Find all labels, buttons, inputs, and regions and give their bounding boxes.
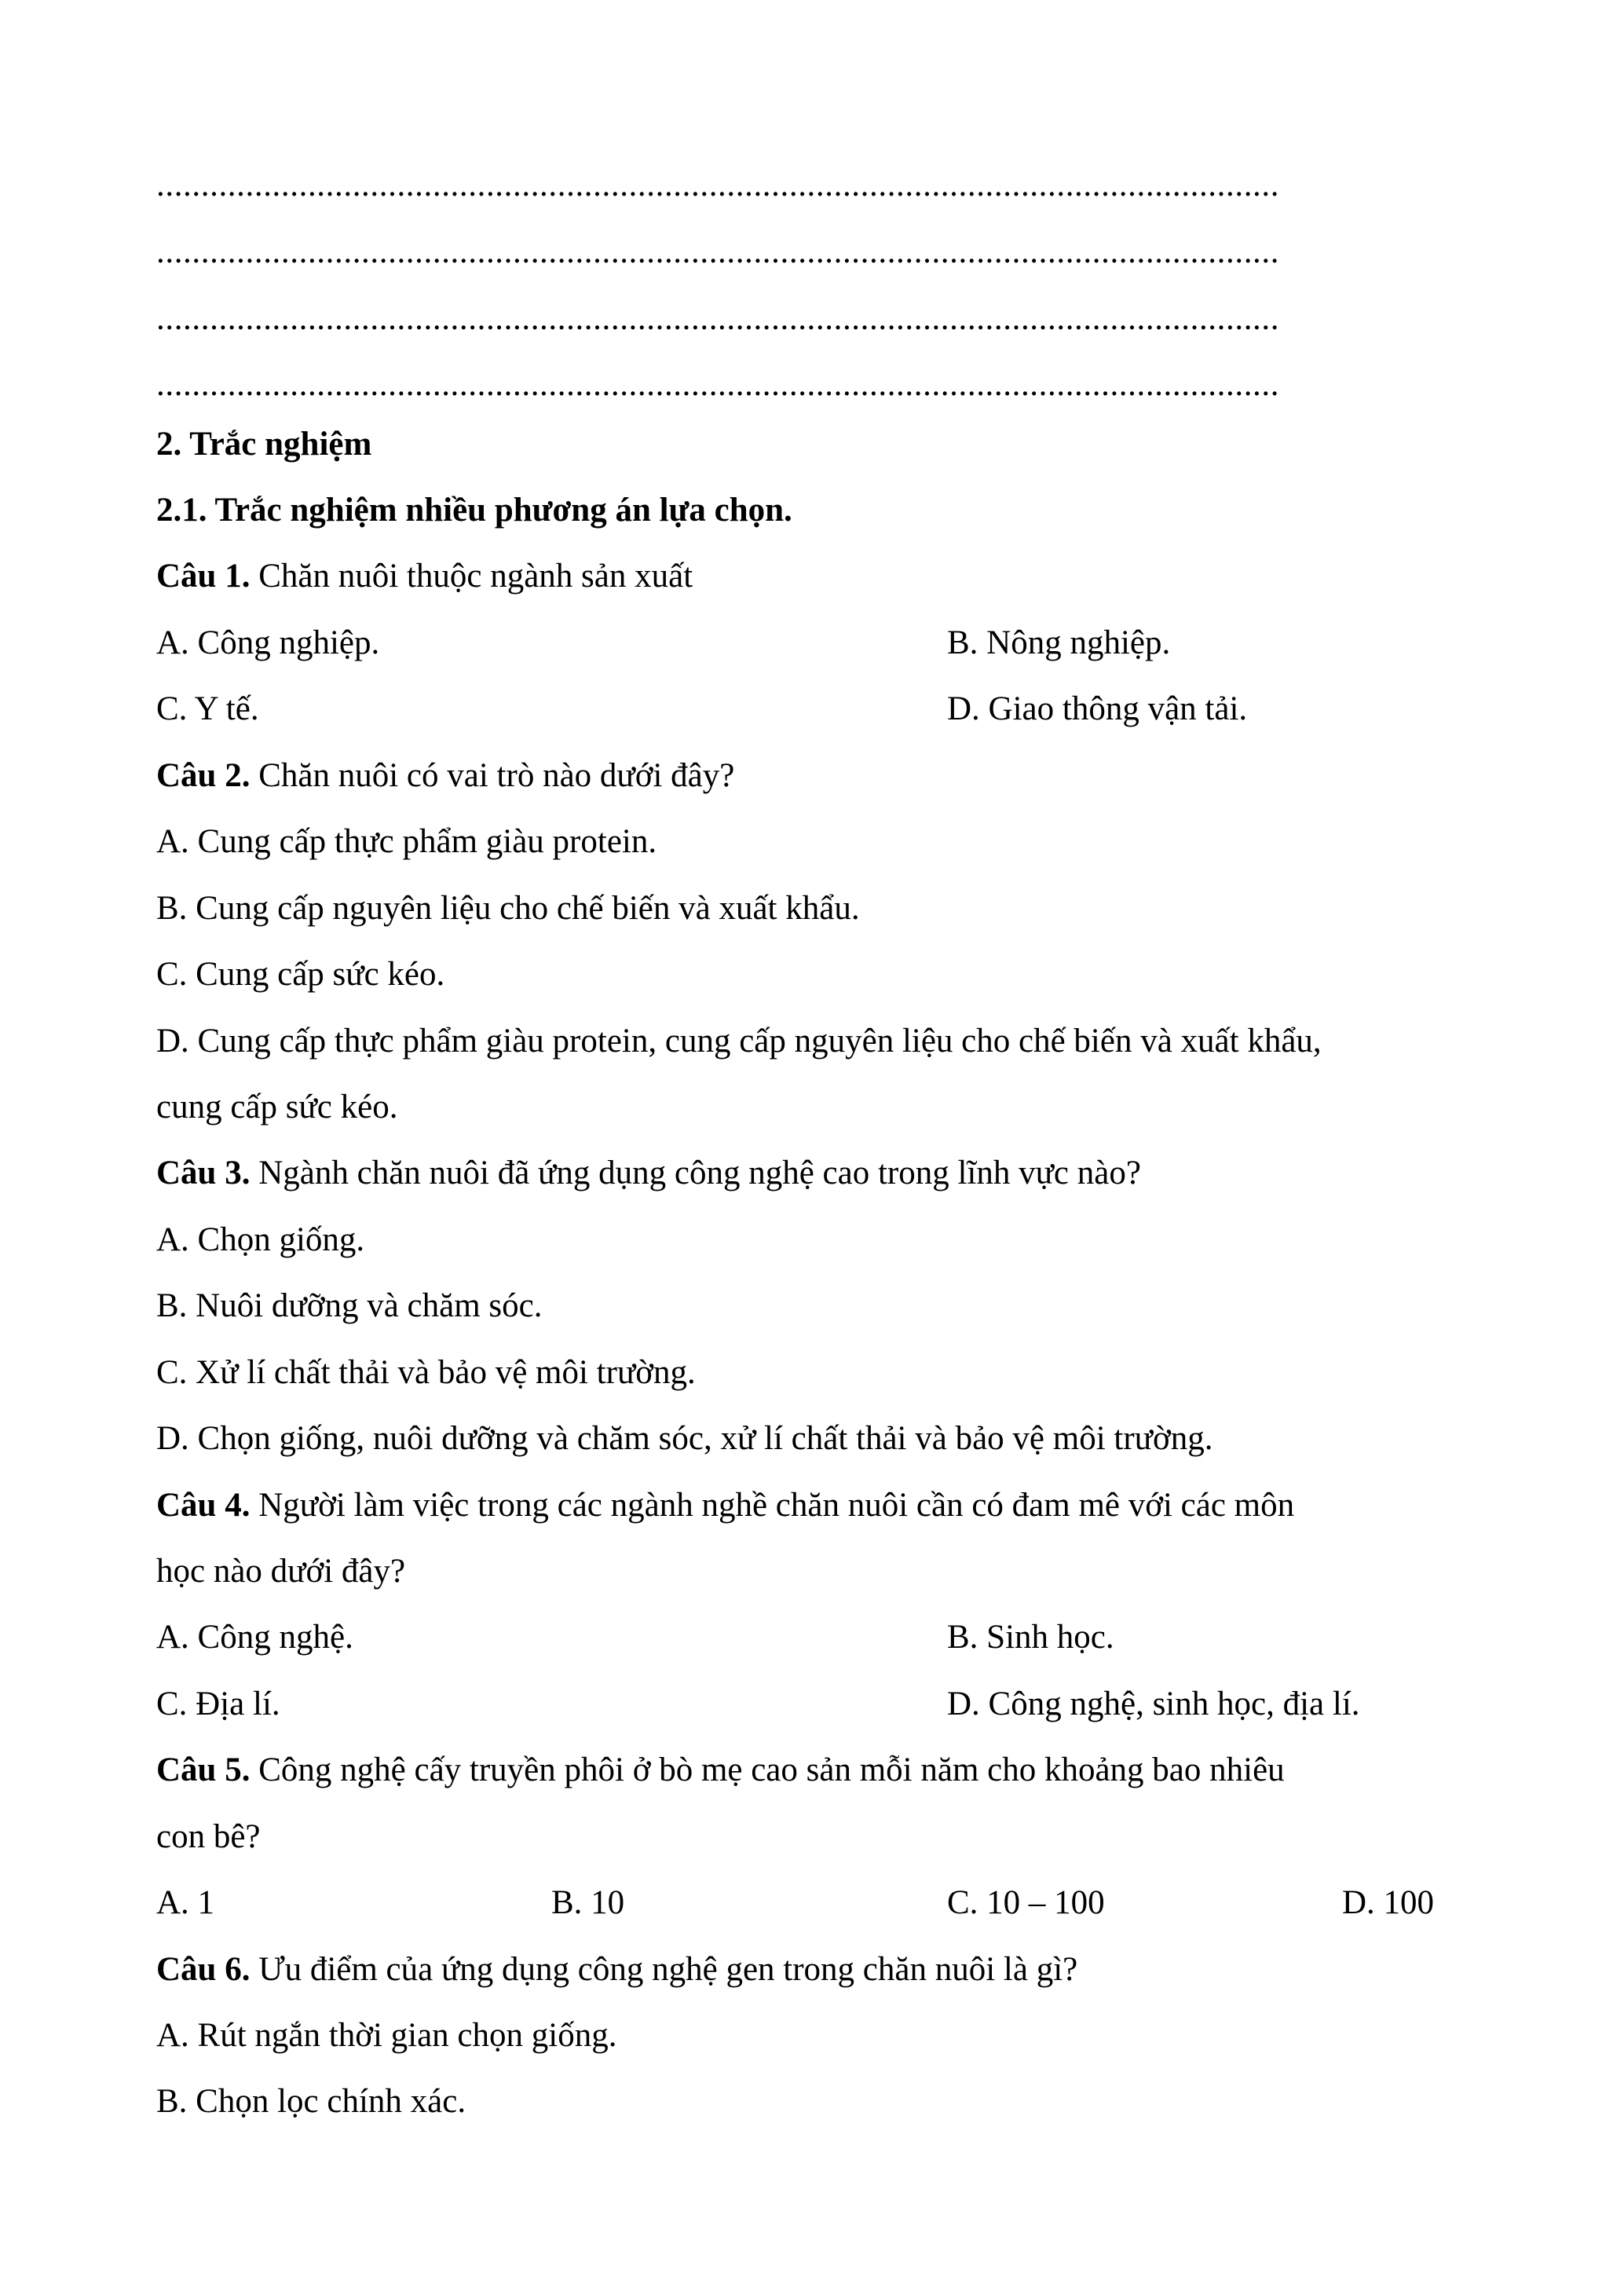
question-6	[156, 1949, 1077, 1990]
question-text: Chăn nuôi thuộc ngành sản xuất	[258, 558, 693, 595]
section-title: 2. Trắc nghiệm	[156, 426, 372, 463]
option-b: B. Nông nghiệp.	[947, 624, 1171, 661]
option-a: A. Chọn giống.	[156, 1221, 365, 1258]
option-a: A. Rút ngắn thời gian chọn giống.	[156, 2017, 617, 2054]
option-d: D. Giao thông vận tải.	[947, 690, 1248, 727]
question-text: Người làm việc trong các ngành nghề chăn nuôi cần có đam mê với các môn	[258, 1487, 1295, 1524]
question-2	[156, 756, 734, 796]
option-a: A. 1	[156, 1884, 215, 1921]
question-label: Câu 1.	[156, 558, 251, 595]
option-a: A. Công nghệ.	[156, 1619, 353, 1656]
question-4	[156, 1485, 1294, 1526]
option-b: B. Chọn lọc chính xác.	[156, 2083, 466, 2120]
question-text: Ngành chăn nuôi đã ứng dụng công nghệ cao trong lĩnh vực nào?	[258, 1155, 1141, 1191]
option-c: C. Xử lí chất thải và bảo vệ môi trường.	[156, 1354, 696, 1391]
question-label: Câu 3.	[156, 1155, 251, 1191]
question-5	[156, 1750, 1285, 1791]
option-d: D. Cung cấp thực phẩm giàu protein, cung cấp nguyên liệu cho chế biến và xuất khẩu,	[156, 1023, 1322, 1060]
question-text-continued: con bê?	[156, 1818, 261, 1855]
option-c: C. Địa lí.	[156, 1686, 280, 1722]
question-text: Công nghệ cấy truyền phôi ở bò mẹ cao sản mỗi năm cho khoảng bao nhiêu	[258, 1751, 1285, 1788]
option-d: D. Công nghệ, sinh học, địa lí.	[947, 1686, 1360, 1722]
option-c: C. 10 – 100	[947, 1884, 1105, 1921]
option-c: C. Y tế.	[156, 690, 259, 727]
option-d: D. Chọn giống, nuôi dưỡng và chăm sóc, xử lí chất thải và bảo vệ môi trường.	[156, 1420, 1213, 1457]
question-label: Câu 6.	[156, 1951, 251, 1988]
option-b: B. Nuôi dưỡng và chăm sóc.	[156, 1287, 543, 1324]
question-1	[156, 556, 693, 597]
question-text: Chăn nuôi có vai trò nào dưới đây?	[258, 757, 735, 794]
question-label: Câu 2.	[156, 757, 251, 794]
option-c: C. Cung cấp sức kéo.	[156, 956, 445, 993]
option-d: D. 100	[1342, 1884, 1435, 1921]
question-text: Ưu điểm của ứng dụng công nghệ gen trong chăn nuôi là gì?	[258, 1951, 1078, 1988]
question-text-continued: học nào dưới đây?	[156, 1553, 406, 1590]
option-b: B. Cung cấp nguyên liệu cho chế biến và xuất khẩu.	[156, 890, 860, 927]
answer-line: ..............................................................................................................................	[156, 366, 1280, 403]
option-b: B. 10	[551, 1884, 625, 1921]
option-d-continued: cung cấp sức kéo.	[156, 1089, 398, 1126]
question-label: Câu 5.	[156, 1751, 251, 1788]
answer-line: ..............................................................................................................................	[156, 233, 1280, 270]
option-a: A. Cung cấp thực phẩm giàu protein.	[156, 823, 657, 860]
question-label: Câu 4.	[156, 1487, 251, 1524]
subsection-title: 2.1. Trắc nghiệm nhiều phương án lựa chọn.	[156, 492, 792, 529]
answer-line: ..............................................................................................................................	[156, 300, 1280, 337]
question-3	[156, 1153, 1141, 1194]
answer-line: ..............................................................................................................................	[156, 167, 1280, 203]
option-b: B. Sinh học.	[947, 1619, 1114, 1656]
option-a: A. Công nghiệp.	[156, 624, 380, 661]
